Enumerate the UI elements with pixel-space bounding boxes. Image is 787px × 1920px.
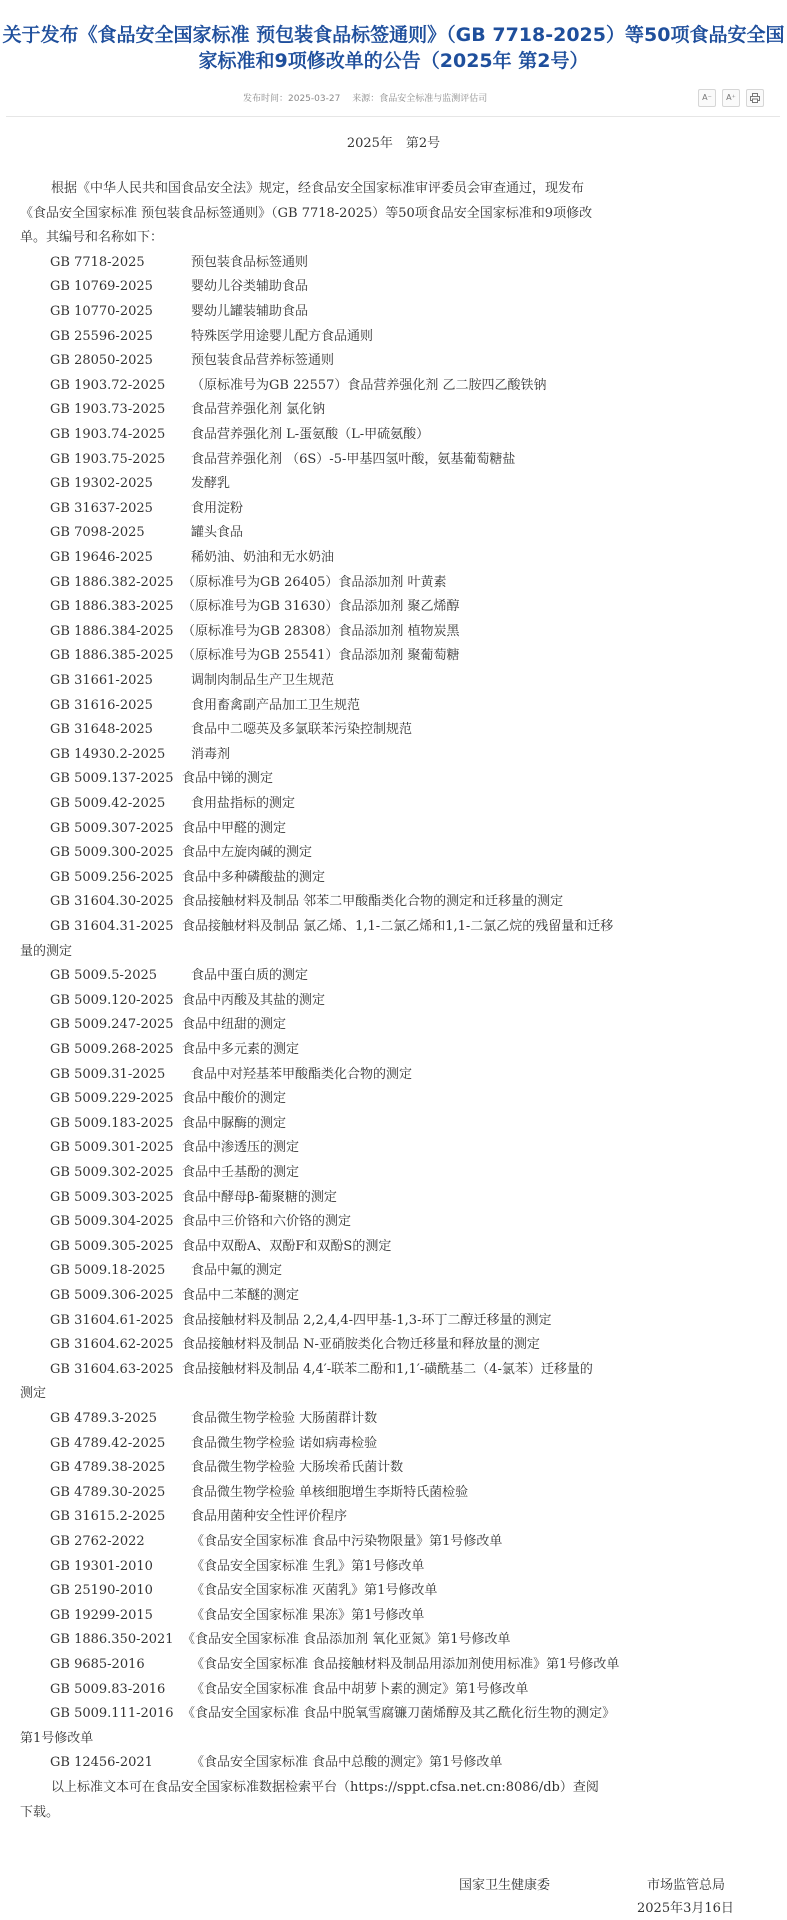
issue-number: 2025年 第2号 — [346, 136, 441, 151]
standard-name: 食品中纽甜的测定 — [182, 1017, 287, 1033]
standard-code: GB 4789.38-2025 — [50, 1460, 166, 1476]
standard-code: GB 4789.3-2025 — [50, 1411, 158, 1426]
standard-name: 食品中酸价的测定 — [182, 1091, 287, 1107]
standard-code: GB 14930.2-2025 — [50, 746, 166, 762]
standard-code: GB 1903.75-2025 — [50, 451, 166, 467]
standard-code: GB 5009.302-2025 — [50, 1165, 174, 1180]
standard-code: GB 5009.229-2025 — [50, 1091, 174, 1107]
standard-name: 预包装食品标签通则 — [191, 254, 309, 270]
standard-code: GB 31604.63-2025 — [50, 1361, 174, 1377]
standard-name: 食品中双酚A、双酚F和双酚S的测定 — [182, 1238, 392, 1254]
intro-line-1: 根据《中华人民共和国食品安全法》规定，经食品安全国家标准审评委员会审查通过，现发布 — [51, 181, 585, 196]
standard-name: 食品微生物学检验 大肠菌群计数 — [191, 1411, 378, 1426]
standard-name: 《食品安全国家标准 食品中总酸的测定》第1号修改单 — [191, 1755, 503, 1771]
standard-code: GB 1886.385-2025 — [50, 648, 174, 664]
standard-name: 食品中壬基酚的测定 — [182, 1165, 300, 1180]
standard-code: GB 5009.306-2025 — [50, 1288, 174, 1303]
standard-name: （原标准号为GB 31630）食品添加剂 聚乙烯醇 — [182, 599, 460, 615]
standard-code: GB 5009.305-2025 — [50, 1238, 174, 1254]
standard-code: GB 5009.31-2025 — [50, 1066, 166, 1082]
title-line-2: 家标准和9项修改单的公告（2025年 第2号） — [198, 50, 589, 72]
standard-code: GB 5009.300-2025 — [50, 845, 174, 861]
standard-code: GB 5009.111-2016 — [50, 1706, 174, 1722]
standard-code: GB 4789.42-2025 — [50, 1435, 166, 1451]
standard-name: 食品接触材料及制品 2,2,4,4-四甲基-1,3-环丁二醇迁移量的测定 — [182, 1312, 552, 1328]
standard-code: GB 1903.74-2025 — [50, 427, 166, 442]
standard-name: 食品中氟的测定 — [191, 1263, 283, 1279]
article-meta — [243, 91, 487, 104]
closing-line-1: 以上标准文本可在食品安全国家标准数据检索平台（https://sppt.cfsa.net.cn:8086/db）查阅 — [51, 1780, 599, 1795]
standard-name: （原标准号为GB 28308）食品添加剂 植物炭黑 — [182, 623, 460, 639]
standard-name-continued: 第1号修改单 — [20, 1730, 94, 1746]
intro-line-2: 《食品安全国家标准 预包装食品标签通则》（GB 7718-2025）等50项食品安全国家标准和9项修改 — [20, 205, 593, 221]
signer-nhc: 国家卫生健康委 — [459, 1878, 551, 1893]
standard-code: GB 4789.30-2025 — [50, 1484, 166, 1500]
standard-code: GB 5009.268-2025 — [50, 1042, 174, 1057]
standard-code: GB 25190-2010 — [50, 1583, 153, 1599]
standard-name: 食品中甲醛的测定 — [182, 820, 287, 836]
standard-name: 食品中左旋肉碱的测定 — [182, 845, 313, 861]
standard-name: 婴幼儿谷类辅助食品 — [191, 279, 309, 295]
standard-name: 食品中二苯醚的测定 — [182, 1288, 300, 1303]
standard-code: GB 1886.382-2025 — [50, 574, 174, 590]
standard-code: GB 1886.383-2025 — [50, 599, 174, 615]
standard-name: 食用畜禽副产品加工卫生规范 — [191, 697, 361, 713]
standard-name: 《食品安全国家标准 食品接触材料及制品用添加剂使用标准》第1号修改单 — [191, 1657, 620, 1672]
standard-name: 《食品安全国家标准 食品中胡萝卜素的测定》第1号修改单 — [191, 1681, 529, 1697]
page-title — [0, 22, 787, 74]
standard-code: GB 5009.304-2025 — [50, 1214, 174, 1230]
standard-code: GB 19646-2025 — [50, 550, 153, 565]
standard-name: 消毒剂 — [191, 746, 231, 762]
font-decrease-button[interactable]: A⁻ — [698, 89, 716, 107]
standard-code: GB 5009.183-2025 — [50, 1115, 174, 1131]
standard-name: 食品中渗透压的测定 — [182, 1140, 300, 1156]
standard-code: GB 31604.62-2025 — [50, 1337, 174, 1353]
standard-name: 食品中多元素的测定 — [182, 1042, 300, 1057]
standard-code: GB 5009.18-2025 — [50, 1263, 166, 1279]
standard-name: 食品接触材料及制品 氯乙烯、1,1-二氯乙烯和1,1-二氯乙烷的残留量和迁移 — [182, 919, 614, 934]
standard-name: 《食品安全国家标准 食品中污染物限量》第1号修改单 — [191, 1534, 503, 1549]
standard-code: GB 19299-2015 — [50, 1607, 153, 1623]
standard-code: GB 31604.31-2025 — [50, 919, 174, 934]
title-line-1: 关于发布《食品安全国家标准 预包装食品标签通则》（GB 7718-2025）等50项食品安全国 — [2, 24, 785, 46]
standard-code: GB 31661-2025 — [50, 673, 153, 688]
intro-line-3: 单。其编号和名称如下： — [20, 230, 164, 246]
print-button[interactable] — [746, 89, 764, 107]
standard-name: 食品接触材料及制品 4,4′-联苯二酚和1,1′-磺酰基二（4-氯苯）迁移量的 — [182, 1361, 593, 1377]
standard-code: GB 1903.73-2025 — [50, 402, 166, 418]
standard-name: 食品微生物学检验 大肠埃希氏菌计数 — [191, 1460, 404, 1476]
standard-name: 食品营养强化剂 L-蛋氨酸（L-甲硫氨酸） — [191, 427, 430, 442]
standard-code: GB 5009.5-2025 — [50, 968, 158, 984]
standard-name: 婴幼儿罐装辅助食品 — [191, 304, 309, 319]
standard-name: 食品中三价铬和六价铬的测定 — [182, 1214, 352, 1230]
standard-name: 食品中二噁英及多氯联苯污染控制规范 — [191, 722, 413, 738]
standard-code: GB 12456-2021 — [50, 1755, 153, 1771]
standard-code: GB 1886.350-2021 — [50, 1632, 174, 1648]
standard-name: 食品中酵母β-葡聚糖的测定 — [182, 1189, 337, 1205]
standard-code: GB 10770-2025 — [50, 304, 153, 319]
standard-name: （原标准号为GB 22557）食品营养强化剂 乙二胺四乙酸铁钠 — [191, 377, 547, 393]
standard-name: （原标准号为GB 25541）食品添加剂 聚葡萄糖 — [182, 648, 460, 664]
signature-date: 2025年3月16日 — [637, 1901, 734, 1916]
closing-line-2: 下载。 — [20, 1804, 60, 1820]
standard-name: （原标准号为GB 26405）食品添加剂 叶黄素 — [182, 574, 447, 590]
standard-code: GB 5009.303-2025 — [50, 1189, 174, 1205]
standard-name: 食品微生物学检验 单核细胞增生李斯特氏菌检验 — [191, 1484, 469, 1500]
font-increase-button[interactable]: A⁺ — [722, 89, 740, 107]
standard-name: 特殊医学用途婴儿配方食品通则 — [191, 328, 374, 344]
standard-code: GB 31637-2025 — [50, 500, 153, 516]
standard-code: GB 19302-2025 — [50, 476, 153, 492]
standard-code: GB 5009.120-2025 — [50, 992, 174, 1008]
standard-code: GB 19301-2010 — [50, 1558, 153, 1574]
standard-name: 稀奶油、奶油和无水奶油 — [191, 550, 335, 565]
standard-name: 《食品安全国家标准 灭菌乳》第1号修改单 — [191, 1583, 438, 1599]
standard-name: 食品中丙酸及其盐的测定 — [182, 992, 326, 1008]
print-icon — [750, 93, 760, 103]
standard-code: GB 31616-2025 — [50, 697, 153, 713]
signer-samr: 市场监管总局 — [647, 1878, 726, 1893]
standard-name: 食品中锑的测定 — [182, 771, 274, 787]
standard-code: GB 10769-2025 — [50, 279, 153, 295]
standard-code: GB 5009.301-2025 — [50, 1140, 174, 1156]
standard-name: 食品中对羟基苯甲酸酯类化合物的测定 — [191, 1066, 413, 1082]
standard-name-continued: 量的测定 — [20, 943, 73, 959]
standard-name: 食品接触材料及制品 N-亚硝胺类化合物迁移量和释放量的测定 — [182, 1337, 540, 1353]
standard-name: 食品微生物学检验 诺如病毒检验 — [191, 1435, 378, 1451]
standard-code: GB 1903.72-2025 — [50, 377, 166, 393]
standard-code: GB 5009.256-2025 — [50, 869, 174, 885]
standard-name: 食品营养强化剂 氯化钠 — [191, 402, 326, 418]
standard-code: GB 31604.61-2025 — [50, 1312, 174, 1328]
standard-name: 预包装食品营养标签通则 — [191, 353, 335, 369]
standard-code: GB 1886.384-2025 — [50, 623, 174, 639]
standard-code: GB 2762-2022 — [50, 1534, 145, 1549]
standard-code: GB 31615.2-2025 — [50, 1509, 166, 1525]
standard-code: GB 25596-2025 — [50, 328, 153, 344]
standard-name: 食品中蛋白质的测定 — [191, 968, 309, 984]
standard-name: 食品接触材料及制品 邻苯二甲酸酯类化合物的测定和迁移量的测定 — [182, 894, 564, 910]
publish-time: 发布时间：2025-03-27 — [243, 94, 341, 104]
standard-code: GB 5009.42-2025 — [50, 796, 166, 811]
standard-code: GB 7098-2025 — [50, 525, 145, 541]
standard-name: 发酵乳 — [191, 476, 231, 492]
standard-name-continued: 测定 — [20, 1386, 47, 1402]
standard-name: 食品营养强化剂 （6S）-5-甲基四氢叶酸，氨基葡萄糖盐 — [191, 451, 516, 467]
standard-name: 《食品安全国家标准 食品添加剂 氧化亚氮》第1号修改单 — [182, 1632, 511, 1648]
standard-code: GB 9685-2016 — [50, 1657, 145, 1672]
standard-name: 调制肉制品生产卫生规范 — [191, 673, 335, 688]
standard-name: 《食品安全国家标准 食品中脱氧雪腐镰刀菌烯醇及其乙酰化衍生物的测定》 — [182, 1706, 616, 1722]
article-meta-bar — [6, 84, 780, 117]
standard-name: 食品中多种磷酸盐的测定 — [182, 869, 326, 885]
standard-code: GB 31648-2025 — [50, 722, 153, 738]
standard-name: 食品中脲酶的测定 — [182, 1115, 287, 1131]
standard-code: GB 5009.307-2025 — [50, 820, 174, 836]
standard-name: 食品用菌种安全性评价程序 — [191, 1509, 348, 1525]
standard-name: 《食品安全国家标准 生乳》第1号修改单 — [191, 1558, 425, 1574]
standard-code: GB 5009.247-2025 — [50, 1017, 174, 1033]
standard-code: GB 7718-2025 — [50, 254, 145, 270]
standard-name: 《食品安全国家标准 果冻》第1号修改单 — [191, 1607, 425, 1623]
standard-name: 食用淀粉 — [191, 500, 244, 516]
standard-code: GB 5009.83-2016 — [50, 1681, 166, 1697]
standard-name: 食用盐指标的测定 — [191, 796, 296, 811]
standard-code: GB 31604.30-2025 — [50, 894, 174, 910]
standard-code: GB 5009.137-2025 — [50, 771, 174, 787]
standard-name: 罐头食品 — [191, 525, 244, 541]
article-source: 来源：食品安全标准与监测评估司 — [352, 94, 488, 104]
standard-code: GB 28050-2025 — [50, 353, 153, 369]
